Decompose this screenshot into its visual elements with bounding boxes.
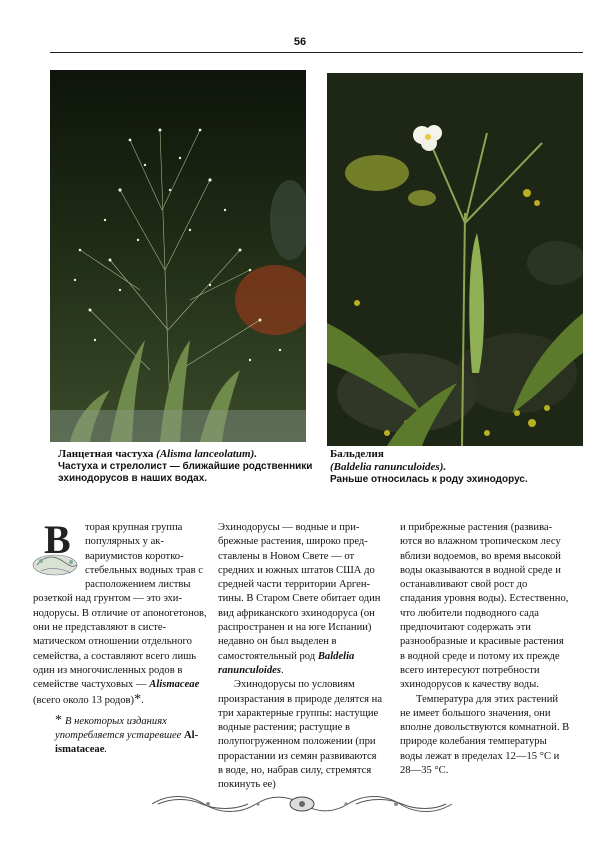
paragraph-1-text: торая крупная группа популярных у аквариумистов короткостебельных водных трав с расположением листвы розеткой над грунтом — это эхинодорусы. В отличие от апоногетонов, они не представляют в систематическом отношении отдельного семейства, а составляют всего лишь один из многочисленных родов в семействе частуховых — bbox=[33, 522, 207, 691]
photo-baldelia-ranunculoides bbox=[327, 73, 583, 446]
paragraph-3: Эхинодорусы по условиям произрастания в природе делятся на три характерные группы: настущие водные растения; растущие в полупогруженном положении (при прорастании из семян развиваются в воде, но, набрав силу, стремятся покинуть ее) bbox=[218, 679, 383, 791]
footnote-marker: * bbox=[134, 691, 142, 707]
caption-left-title-latin: (Alisma lanceolatum). bbox=[156, 448, 257, 460]
page-number: 56 bbox=[293, 36, 307, 48]
footer-ornament-icon bbox=[148, 792, 456, 816]
footnote-star: * bbox=[55, 712, 62, 728]
paragraph-5: Температура для этих растений не имеет большого значения, они вполне довольствуются комнатной. В природе колебания температуры воды лежат в пределах 12—15 °С и 28—35 °С. bbox=[400, 693, 570, 777]
caption-right-title: Бальделия bbox=[330, 448, 384, 460]
footnote-text: В некоторых изданиях употребляется устаревшее bbox=[55, 715, 185, 742]
text-column-3 bbox=[400, 521, 570, 778]
caption-left-title-plain: Ланцетная частуха bbox=[58, 448, 157, 460]
caption-right bbox=[330, 448, 580, 486]
caption-left-subtitle: Частуха и стрелолист — ближайшие родственники эхинодорусов в наших водах. bbox=[58, 461, 313, 484]
header-rule bbox=[50, 52, 583, 53]
footnote-latin: Alismataceae bbox=[55, 730, 199, 756]
paragraph-1-end: (всего около 13 родов) bbox=[33, 694, 135, 706]
caption-right-latin-text: (Baldelia ranunculoides). bbox=[330, 461, 447, 473]
latin-baldelia: Baldelia ranunculoides bbox=[218, 650, 355, 676]
dropcap-letter: В bbox=[44, 517, 71, 562]
paragraph-4: и прибрежные растения (развиваются во влажном тропическом лесу вблизи водоемов, во время высокой воды оказываются в водной среде и останавливают свой рост до спадания уровня воды). Естественно, что любители подводного сада предпочитают содержать эти разнообразные и красивые растения в водной среде и потому их прежде всего интересуют потребности эхинодорусов к качеству воды. bbox=[400, 522, 569, 691]
paragraph-1-period: . bbox=[141, 694, 144, 706]
latin-alismaceae: Alismaceae bbox=[149, 679, 200, 691]
paragraph-2-end: . bbox=[281, 664, 284, 676]
footnote bbox=[33, 714, 208, 758]
photo-alisma-lanceolatum bbox=[50, 70, 306, 442]
paragraph-1 bbox=[33, 517, 208, 708]
caption-right-subtitle: Раньше относилась к роду эхинодорус. bbox=[330, 474, 528, 485]
caption-left-title bbox=[58, 448, 320, 461]
caption-right-title-latin bbox=[330, 461, 580, 474]
paragraph-2 bbox=[218, 521, 383, 678]
caption-left bbox=[58, 448, 320, 485]
dropcap bbox=[31, 517, 81, 583]
footnote-period: . bbox=[104, 744, 108, 756]
paragraph-2-text: Эхинодорусы — водные и прибрежные растения, широко представлены в Новом Свете — от средних и южных штатов США до средней части территории Аргентины. В Старом Свете обитает один вид африканского эхинодоруса (он распространен и на юге Испании) недавно он был выделен в самостоятельный род bbox=[218, 522, 381, 662]
text-column-1 bbox=[33, 517, 208, 758]
text-column-2 bbox=[218, 521, 383, 793]
